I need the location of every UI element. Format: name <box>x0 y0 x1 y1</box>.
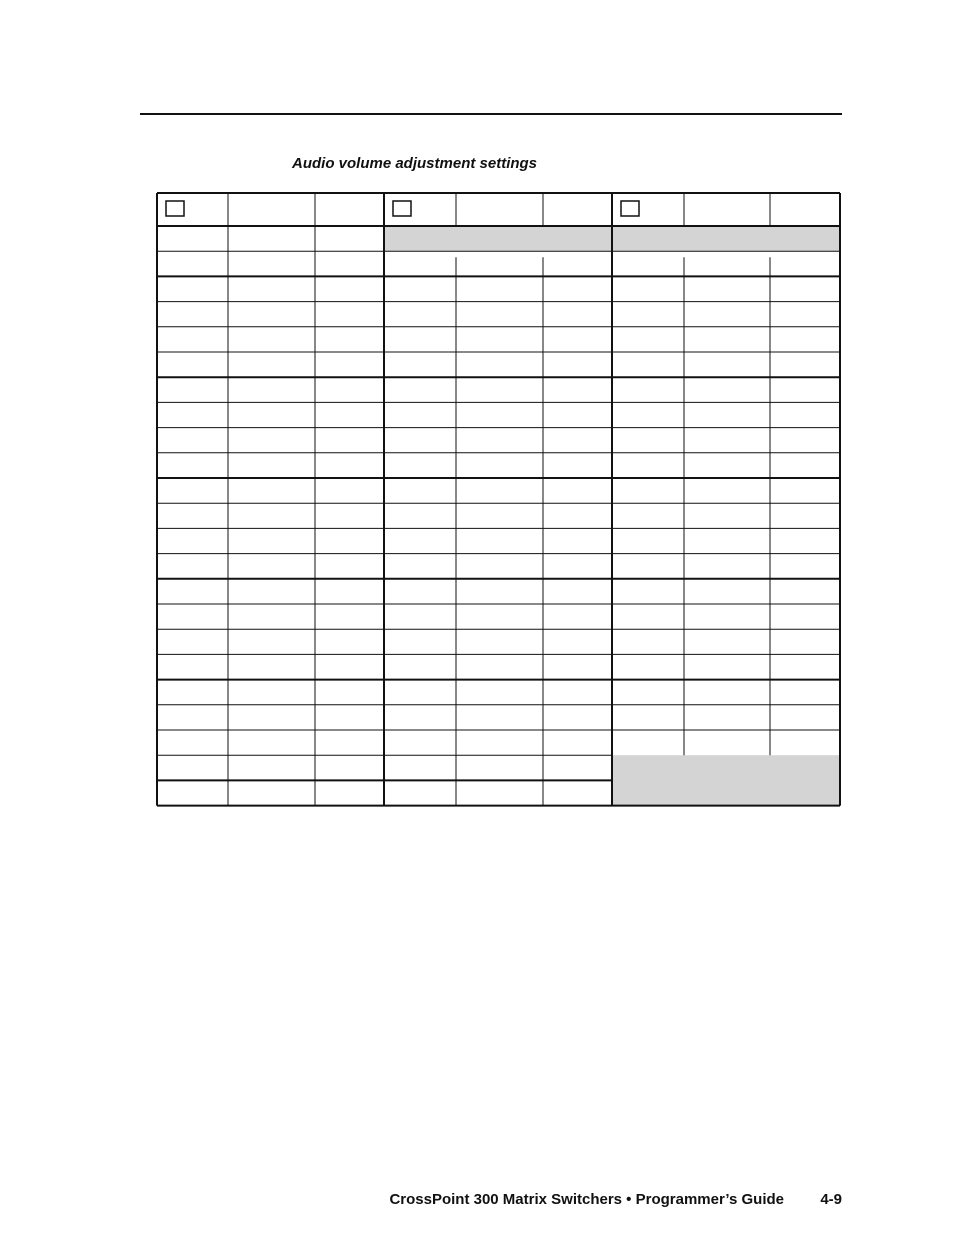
shaded-cell <box>612 755 840 805</box>
checkbox-icon <box>621 201 639 216</box>
footer-page-number: 4-9 <box>820 1191 842 1208</box>
checkbox-icon <box>166 201 184 216</box>
footer-title: CrossPoint 300 Matrix Switchers • Programmer’s Guide <box>389 1191 784 1208</box>
table-caption: Audio volume adjustment settings <box>292 155 538 172</box>
checkbox-icon <box>393 201 411 216</box>
